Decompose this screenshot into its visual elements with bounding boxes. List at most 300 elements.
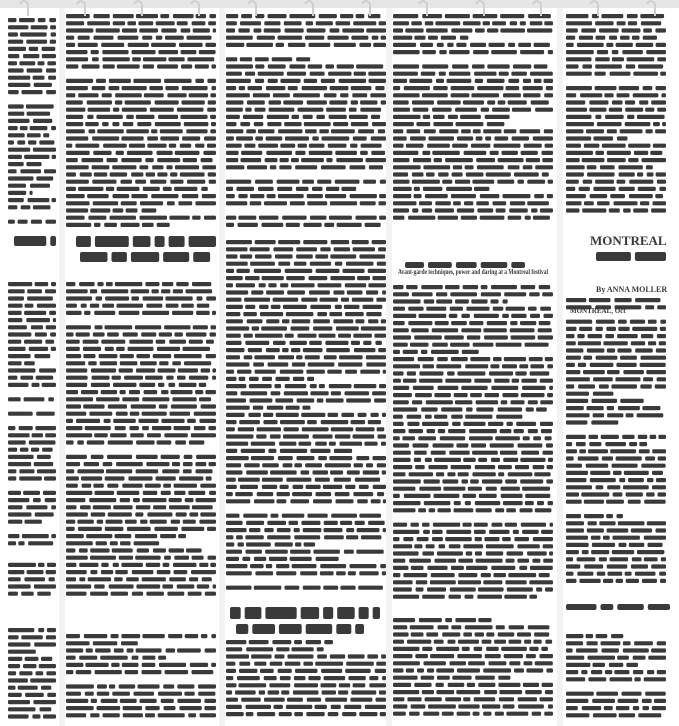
print-word	[226, 326, 249, 330]
print-word	[294, 676, 306, 680]
print-word	[144, 390, 158, 394]
print-word	[442, 712, 454, 716]
print-word	[646, 165, 653, 169]
print-word	[247, 319, 263, 323]
print-word	[473, 343, 494, 347]
print-word	[92, 165, 110, 169]
print-word	[511, 335, 536, 339]
print-word	[100, 656, 128, 660]
print-word	[192, 21, 206, 25]
print-word	[457, 654, 482, 658]
print-word	[630, 320, 645, 324]
print-word	[620, 36, 630, 40]
print-word	[276, 571, 296, 575]
print-word	[527, 180, 545, 184]
print-word	[264, 698, 285, 702]
print-word	[66, 556, 88, 560]
print-word	[296, 247, 317, 251]
print-word	[605, 115, 624, 119]
print-word	[130, 412, 140, 416]
print-word	[329, 100, 347, 104]
print-word	[201, 187, 208, 191]
print-word	[508, 165, 520, 169]
print-word	[212, 376, 216, 380]
print-word	[186, 548, 202, 552]
print-word	[83, 347, 101, 351]
print-word	[248, 348, 262, 352]
print-word	[139, 165, 148, 169]
print-word	[145, 158, 153, 162]
print-word	[455, 400, 472, 404]
print-word	[350, 698, 372, 702]
print-word	[378, 247, 386, 251]
print-word	[623, 208, 631, 212]
print-word	[136, 455, 158, 459]
print-word	[8, 140, 14, 144]
print-word	[437, 43, 444, 47]
print-word	[66, 512, 88, 516]
print-word	[131, 172, 143, 176]
print-word	[291, 283, 315, 287]
print-word	[239, 377, 246, 381]
print-word	[393, 36, 412, 40]
print-word	[434, 494, 460, 498]
print-word	[236, 136, 253, 140]
print-word	[49, 311, 56, 315]
print-word	[105, 527, 124, 531]
print-word	[273, 298, 299, 302]
print-word	[432, 537, 443, 541]
print-word	[353, 247, 375, 251]
print-word	[619, 713, 635, 717]
print-word	[188, 491, 205, 495]
print-word	[93, 641, 118, 645]
print-word	[41, 657, 52, 661]
print-word	[503, 501, 523, 505]
print-word	[617, 136, 628, 140]
print-word	[241, 449, 265, 453]
print-word	[97, 282, 103, 286]
print-word	[460, 115, 481, 119]
print-word	[226, 420, 237, 424]
print-word	[403, 573, 427, 577]
print-word	[105, 476, 125, 480]
print-word	[166, 648, 176, 652]
print-word	[618, 521, 645, 525]
print-word	[79, 548, 88, 552]
print-word	[602, 456, 613, 460]
print-word	[177, 21, 188, 25]
print-word	[638, 713, 661, 717]
print-word	[347, 290, 363, 294]
print-word	[198, 684, 216, 688]
print-word	[442, 632, 460, 636]
print-word	[238, 542, 244, 546]
print-word	[542, 158, 553, 162]
print-word	[451, 86, 475, 90]
print-word	[597, 50, 608, 54]
print-word	[481, 573, 491, 577]
print-word	[348, 676, 365, 680]
print-word	[286, 406, 300, 410]
print-word	[43, 714, 56, 718]
print-word	[31, 220, 42, 224]
print-word	[415, 393, 432, 397]
print-word	[452, 676, 471, 680]
print-word	[426, 544, 435, 548]
print-word	[266, 564, 272, 568]
print-word	[174, 426, 191, 430]
print-word	[90, 208, 110, 212]
print-word	[303, 115, 313, 119]
print-word	[534, 64, 548, 68]
print-word	[458, 573, 477, 577]
print-word	[414, 683, 431, 687]
print-word	[619, 172, 635, 176]
print-word	[239, 662, 250, 666]
print-word	[295, 669, 318, 673]
print-word	[476, 400, 499, 404]
print-word	[457, 712, 471, 716]
print-word	[66, 158, 78, 162]
print-word	[226, 144, 242, 148]
print-word	[335, 151, 357, 155]
print-word	[634, 641, 653, 645]
print-word	[213, 28, 216, 32]
print-word	[179, 383, 197, 387]
print-word	[66, 187, 76, 191]
print-word	[66, 390, 78, 394]
print-word	[226, 492, 233, 496]
print-word	[416, 122, 430, 126]
print-word	[501, 647, 527, 651]
print-word	[103, 144, 127, 148]
print-word	[90, 289, 97, 293]
print-word	[442, 180, 452, 184]
print-word	[336, 158, 363, 162]
print-word	[480, 216, 505, 220]
print-word	[617, 93, 630, 97]
print-word	[438, 625, 449, 629]
print-word	[465, 415, 492, 419]
print-word	[108, 404, 127, 408]
print-word	[393, 79, 407, 83]
print-word	[429, 508, 436, 512]
print-word	[620, 356, 637, 360]
print-word	[443, 487, 465, 491]
print-word	[566, 557, 573, 561]
print-word	[330, 201, 357, 205]
print-word	[376, 698, 387, 702]
print-word	[640, 201, 649, 205]
print-word	[423, 530, 430, 534]
print-word	[349, 115, 368, 119]
print-word	[416, 587, 424, 591]
print-word	[66, 21, 84, 25]
print-word	[151, 43, 176, 47]
print-word	[530, 364, 544, 368]
print-word	[174, 491, 185, 495]
print-word	[331, 427, 354, 431]
print-word	[97, 520, 103, 524]
print-word	[436, 364, 461, 368]
print-word	[646, 50, 666, 54]
print-word	[248, 413, 261, 417]
print-word	[122, 108, 147, 112]
print-word	[131, 194, 147, 198]
print-word	[468, 487, 482, 491]
print-word	[450, 307, 463, 311]
print-word	[272, 640, 291, 644]
print-word	[529, 292, 540, 296]
print-word	[366, 312, 381, 316]
print-word	[535, 165, 553, 169]
print-word	[192, 556, 204, 560]
headline-word	[112, 252, 127, 262]
print-word	[226, 93, 250, 97]
print-word	[309, 276, 328, 280]
print-word	[270, 662, 283, 666]
print-word	[238, 427, 254, 431]
print-word	[307, 28, 326, 32]
print-word	[8, 671, 16, 675]
print-word	[139, 419, 159, 423]
print-word	[414, 451, 427, 455]
print-word	[33, 498, 41, 502]
print-word	[258, 72, 284, 76]
print-word	[8, 104, 24, 108]
print-word	[493, 357, 502, 361]
print-word	[295, 165, 317, 169]
print-word	[226, 571, 252, 575]
print-word	[305, 355, 320, 359]
print-word	[121, 180, 133, 184]
print-word	[8, 520, 22, 524]
print-word	[505, 523, 517, 527]
print-word	[181, 64, 192, 68]
print-word	[277, 180, 300, 184]
print-word	[30, 678, 56, 682]
print-word	[305, 36, 324, 40]
print-word	[110, 172, 128, 176]
print-word	[146, 172, 156, 176]
print-word	[254, 355, 275, 359]
print-word	[8, 296, 24, 300]
print-word	[540, 400, 553, 404]
print-word	[226, 690, 232, 694]
print-word	[452, 64, 468, 68]
print-word	[661, 557, 666, 561]
print-word	[93, 332, 105, 336]
print-word	[142, 36, 152, 40]
print-word	[317, 312, 327, 316]
print-word	[177, 584, 195, 588]
print-word	[599, 384, 609, 388]
print-word	[129, 144, 145, 148]
print-word	[566, 713, 589, 717]
print-word	[201, 158, 213, 162]
print-word	[166, 376, 173, 380]
print-word	[658, 435, 666, 439]
print-word	[180, 144, 191, 148]
print-word	[209, 180, 216, 184]
print-word	[371, 413, 379, 417]
print-word	[425, 21, 434, 25]
print-word	[269, 683, 290, 687]
print-word	[474, 647, 483, 651]
print-word	[255, 571, 273, 575]
print-word	[523, 436, 530, 440]
print-word	[436, 668, 454, 672]
print-word	[181, 304, 194, 308]
print-word	[465, 595, 474, 599]
print-word	[272, 57, 293, 61]
print-word	[143, 187, 160, 191]
print-word	[196, 455, 216, 459]
print-word	[657, 377, 666, 381]
print-word	[413, 158, 431, 162]
print-word	[449, 50, 470, 54]
print-word	[8, 368, 36, 372]
print-word	[33, 148, 56, 152]
print-word	[424, 129, 436, 133]
print-word	[310, 384, 317, 388]
print-word	[610, 72, 631, 76]
print-word	[499, 72, 509, 76]
print-word	[264, 21, 280, 25]
print-word	[411, 566, 424, 570]
print-word	[163, 563, 170, 567]
print-word	[503, 194, 531, 198]
print-word	[226, 647, 242, 651]
print-word	[540, 379, 553, 383]
print-word	[109, 584, 134, 588]
headline-word	[252, 624, 275, 634]
print-word	[383, 499, 386, 503]
print-word	[501, 487, 520, 491]
print-word	[142, 311, 169, 315]
print-word	[427, 668, 434, 672]
print-word	[365, 223, 381, 227]
print-word	[306, 21, 314, 25]
print-word	[376, 298, 386, 302]
masthead-label: MONTREAL	[590, 233, 667, 248]
print-word	[146, 592, 164, 596]
print-word	[489, 371, 513, 375]
print-word	[566, 492, 579, 496]
print-word	[287, 72, 306, 76]
print-word	[382, 571, 386, 575]
print-word	[524, 640, 531, 644]
print-word	[203, 151, 216, 155]
print-word	[393, 647, 420, 651]
print-word	[544, 21, 553, 25]
print-word	[43, 133, 49, 137]
print-word	[485, 654, 501, 658]
print-word	[329, 216, 352, 220]
print-word	[250, 398, 273, 402]
print-word	[592, 399, 618, 403]
print-word	[167, 201, 175, 205]
print-word	[423, 712, 439, 716]
print-word	[393, 697, 404, 701]
print-word	[482, 640, 492, 644]
print-word	[627, 115, 634, 119]
print-word	[300, 571, 317, 575]
print-word	[402, 436, 415, 440]
print-word	[39, 140, 54, 144]
print-word	[584, 201, 594, 205]
print-word	[119, 556, 133, 560]
print-word	[66, 64, 78, 68]
print-word	[378, 348, 386, 352]
headline-word	[131, 252, 159, 262]
print-word	[566, 370, 580, 374]
print-word	[380, 564, 386, 568]
print-word	[76, 670, 92, 674]
print-word	[335, 305, 342, 309]
print-word	[176, 282, 189, 286]
print-word	[521, 151, 538, 155]
print-word	[278, 129, 302, 133]
print-word	[330, 276, 355, 280]
print-word	[226, 683, 237, 687]
print-word	[226, 676, 233, 680]
print-word	[393, 314, 416, 318]
print-word	[205, 390, 216, 394]
print-word	[393, 328, 409, 332]
print-word	[226, 514, 240, 518]
print-word	[259, 216, 279, 220]
print-word	[8, 119, 30, 123]
print-word	[76, 419, 100, 423]
print-word	[123, 713, 143, 717]
print-word	[19, 426, 33, 430]
print-word	[158, 383, 164, 387]
print-word	[137, 548, 149, 552]
print-word	[129, 390, 140, 394]
print-word	[190, 663, 208, 667]
print-word	[226, 223, 234, 227]
print-word	[426, 172, 435, 176]
print-word	[244, 463, 260, 467]
print-word	[491, 50, 517, 54]
print-word	[449, 595, 461, 599]
print-word	[393, 465, 412, 469]
print-word	[578, 456, 599, 460]
print-word	[19, 476, 42, 480]
print-word	[29, 440, 56, 444]
print-word	[147, 144, 166, 148]
print-word	[8, 318, 22, 322]
print-word	[8, 361, 22, 365]
print-word	[374, 334, 386, 338]
print-word	[170, 412, 191, 416]
print-word	[187, 180, 205, 184]
print-word	[145, 282, 159, 286]
print-word	[428, 136, 454, 140]
print-word	[267, 122, 281, 126]
print-word	[161, 28, 176, 32]
print-word	[438, 216, 458, 220]
print-word	[313, 550, 340, 554]
print-word	[352, 298, 374, 302]
print-word	[334, 478, 351, 482]
headline-word	[323, 607, 333, 619]
print-word	[393, 704, 407, 708]
print-word	[204, 216, 216, 220]
print-word	[108, 440, 133, 444]
